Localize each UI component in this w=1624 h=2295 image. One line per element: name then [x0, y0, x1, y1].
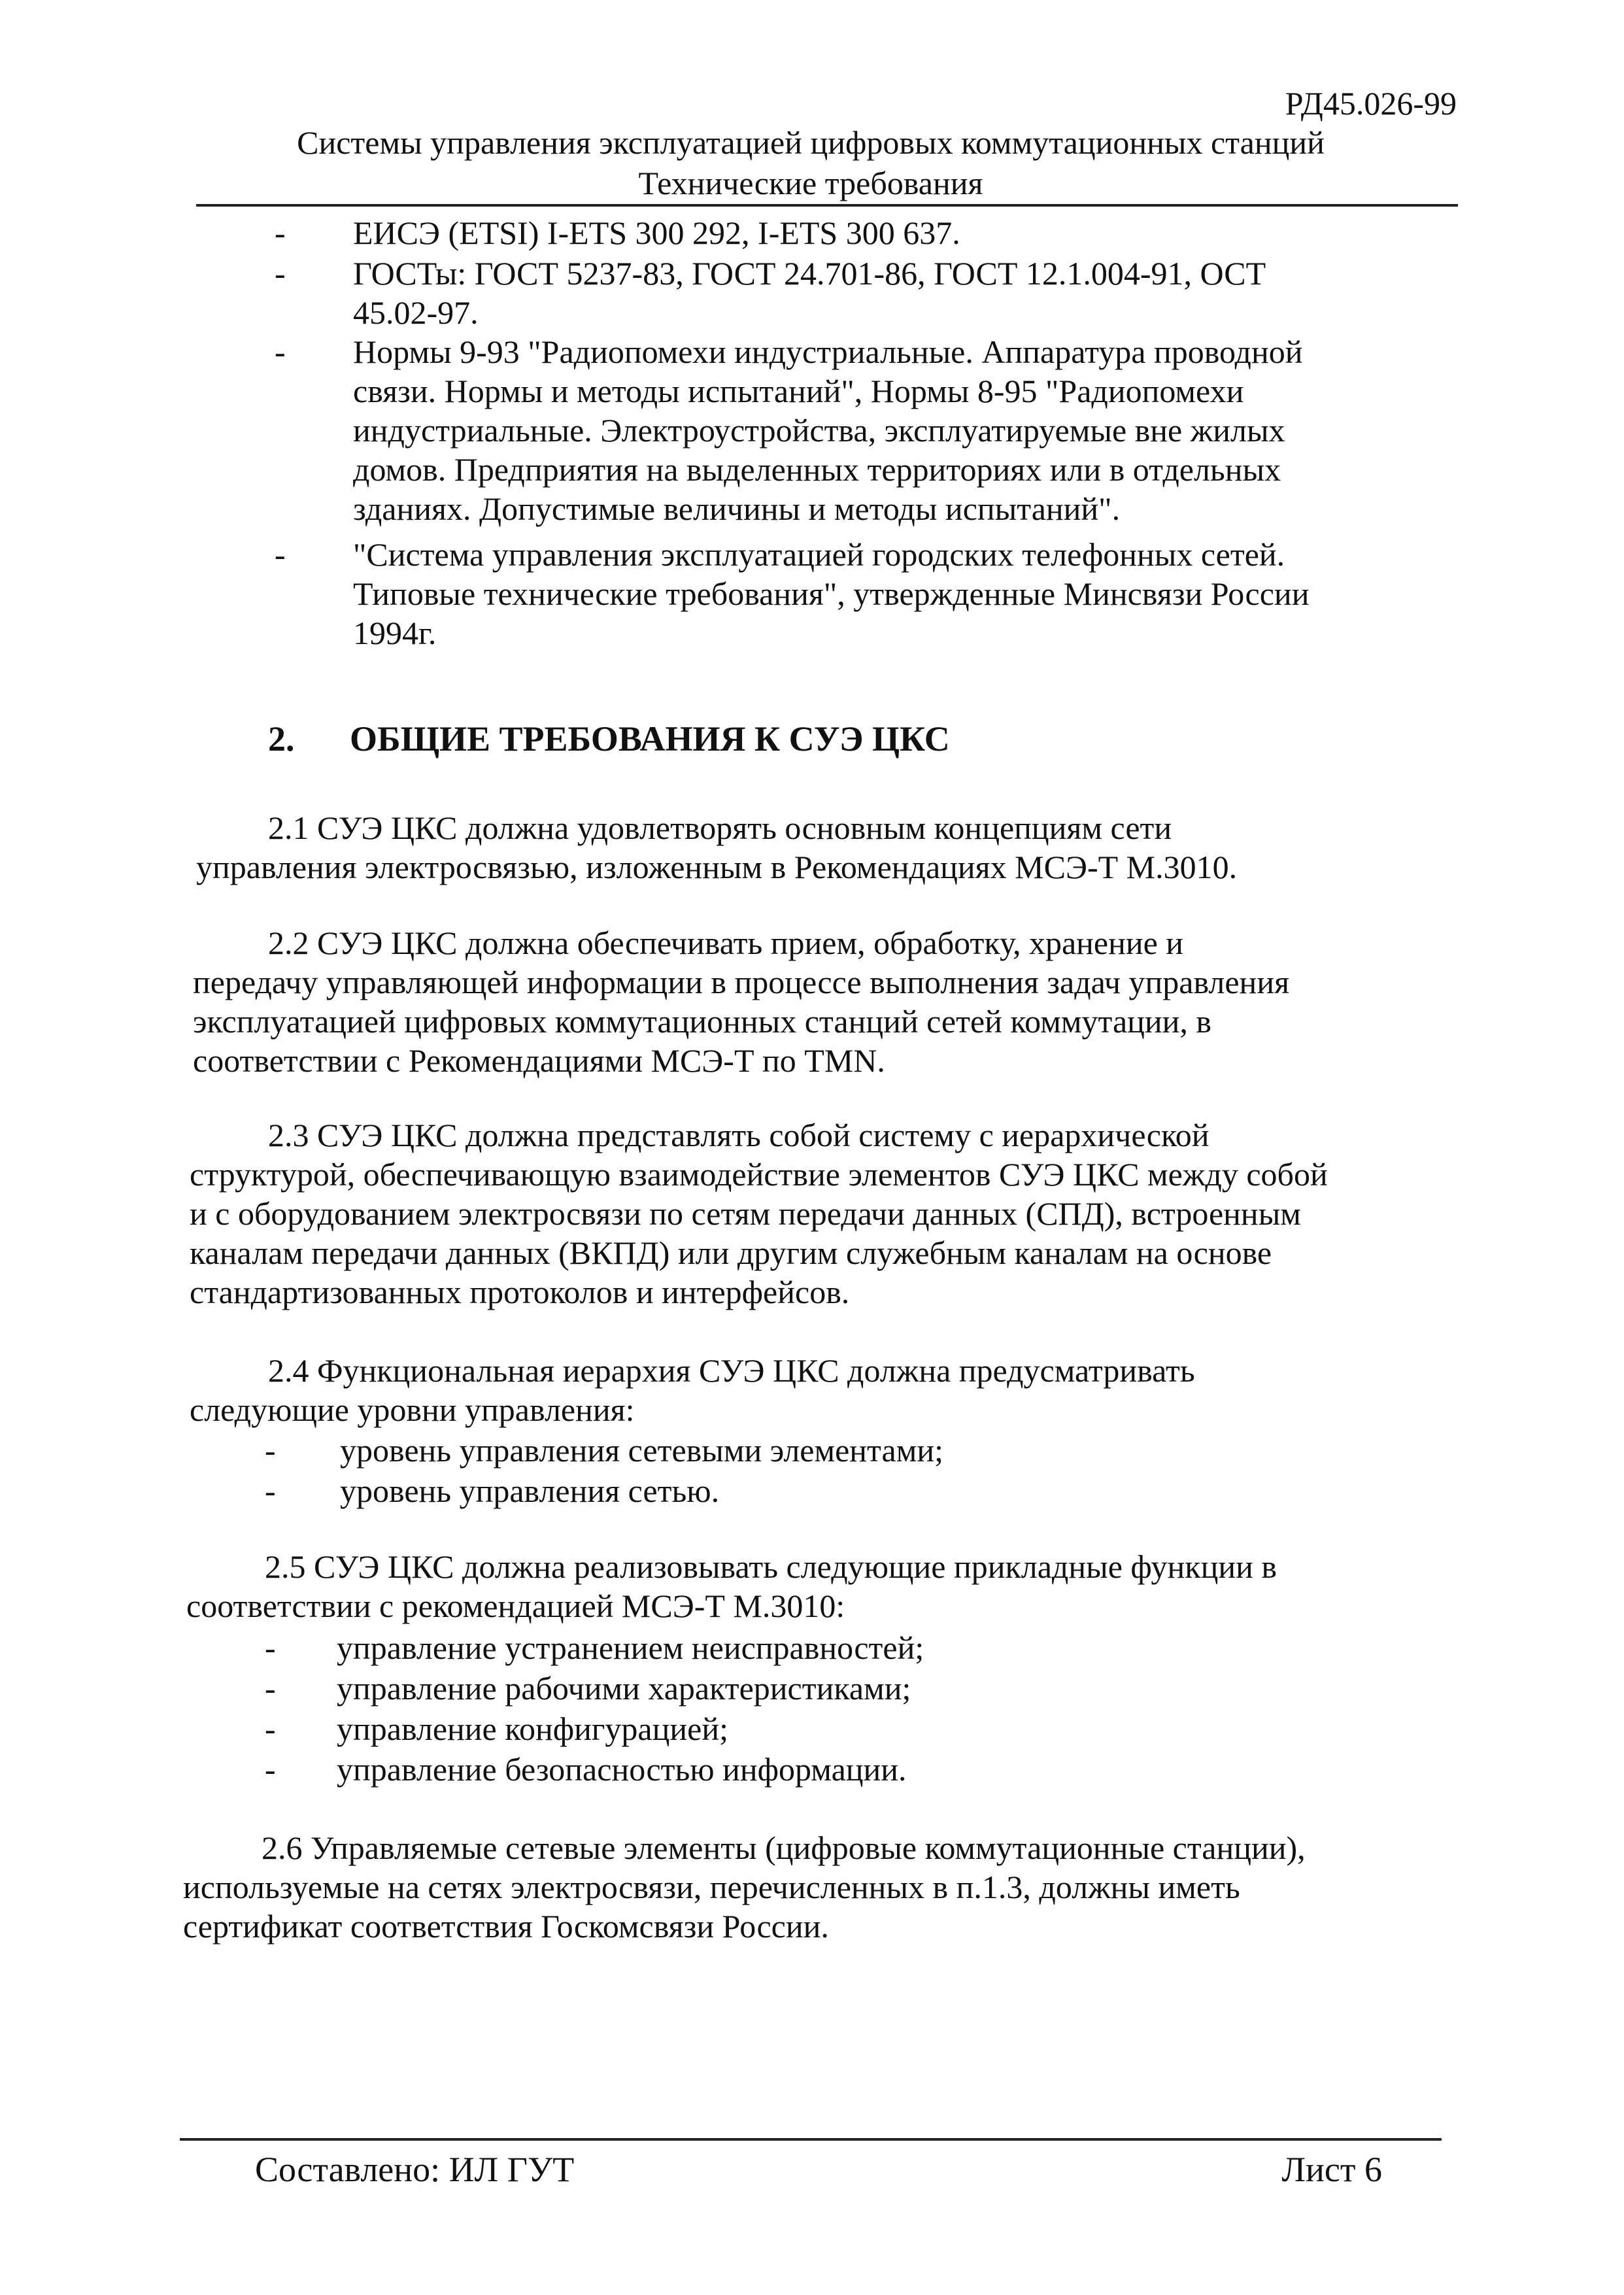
reference-line: Нормы 9-93 "Радиопомехи индустриальные. Аппаратура проводной [353, 333, 1303, 370]
paragraph-2-4 [190, 1351, 1373, 1429]
bullet-dash: - [265, 1751, 276, 1788]
paragraph-line: каналам передачи данных (ВКПД) или другим служебным каналам на основе [190, 1234, 1272, 1271]
paragraph-2-6 [183, 1828, 1366, 1946]
footer-sheet-number: Лист 6 [1281, 2150, 1382, 2189]
reference-line: 1994г. [353, 615, 437, 651]
list-item-text: управление устранением неисправностей; [337, 1629, 924, 1666]
paragraph-line: 2.3 СУЭ ЦКС должна представлять собой систему с иерархической [268, 1117, 1210, 1153]
list-item [340, 1471, 719, 1510]
paragraph-2-2 [193, 923, 1373, 1080]
paragraph-2-3 [190, 1115, 1373, 1312]
list-item [337, 1709, 728, 1748]
section-title: ОБЩИЕ ТРЕБОВАНИЯ К СУЭ ЦКС [350, 719, 950, 758]
paragraph-line: и с оборудованием электросвязи по сетям передачи данных (СПД), встроенным [190, 1195, 1301, 1232]
header-title: Системы управления эксплуатацией цифровых коммутационных станций [297, 124, 1325, 161]
paragraph-line: 2.1 СУЭ ЦКС должна удовлетворять основным концепциям сети [268, 809, 1172, 846]
paragraph-line: используемые на сетях электросвязи, перечисленных в п.1.3, должны иметь [183, 1869, 1240, 1905]
bullet-dash: - [265, 1629, 276, 1666]
bullet-dash: - [275, 255, 286, 292]
header-subtitle: Технические требования [638, 165, 983, 201]
reference-line: домов. Предприятия на выделенных территориях или в отдельных [353, 451, 1281, 488]
reference-line: "Система управления эксплуатацией городских телефонных сетей. [353, 536, 1285, 573]
reference-item [353, 213, 1373, 252]
paragraph-line: сертификат соответствия Госкомсвязи России. [183, 1908, 829, 1945]
list-item [340, 1431, 943, 1470]
paragraph-line: 2.4 Функциональная иерархия СУЭ ЦКС должна предусматривать [268, 1352, 1195, 1389]
paragraph-2-1 [196, 808, 1373, 887]
list-item-text: уровень управления сетевыми элементами; [340, 1432, 943, 1469]
paragraph-line: 2.5 СУЭ ЦКС должна реализовывать следующие прикладные функции в [265, 1548, 1277, 1585]
footer-author: Составлено: ИЛ ГУТ [255, 2150, 575, 2189]
paragraph-line: структурой, обеспечивающую взаимодействие элементов СУЭ ЦКС между собой [190, 1156, 1328, 1193]
list-item [337, 1669, 911, 1708]
paragraph-line: стандартизованных протоколов и интерфейсов. [190, 1274, 850, 1310]
paragraph-line: 2.6 Управляемые сетевые элементы (цифровые коммутационные станции), [262, 1829, 1306, 1866]
footer-divider [180, 2138, 1442, 2141]
paragraph-line: соответствии с рекомендацией МСЭ-Т М.3010: [186, 1588, 845, 1624]
section-number: 2. [268, 719, 295, 758]
reference-item [353, 254, 1373, 332]
list-item-text: управление безопасностью информации. [337, 1751, 907, 1788]
paragraph-line: передачу управляющей информации в процессе выполнения задач управления [193, 964, 1290, 1000]
paragraph-line: 2.2 СУЭ ЦКС должна обеспечивать прием, обработку, хранение и [268, 925, 1184, 961]
reference-line: ГОСТы: ГОСТ 5237-83, ГОСТ 24.701-86, ГОСТ 12.1.004-91, ОСТ [353, 255, 1266, 292]
bullet-dash: - [265, 1432, 276, 1469]
reference-line: индустриальные. Электроустройства, эксплуатируемые вне жилых [353, 412, 1285, 449]
reference-line: зданиях. Допустимые величины и методы испытаний". [353, 490, 1121, 527]
header-divider [196, 204, 1458, 207]
reference-item [353, 332, 1373, 528]
paragraph-2-5 [186, 1547, 1373, 1625]
reference-line: ЕИСЭ (ETSI) I-ETS 300 292, I-ETS 300 637. [353, 214, 960, 251]
paragraph-line: соответствии с Рекомендациями МСЭ-Т по TMN. [193, 1042, 885, 1079]
reference-item [353, 535, 1373, 653]
document-code: РД45.026-99 [1285, 85, 1457, 122]
paragraph-line: эксплуатацией цифровых коммутационных станций сетей коммутации, в [193, 1003, 1212, 1040]
list-item-text: управление конфигурацией; [337, 1710, 728, 1747]
reference-line: связи. Нормы и методы испытаний", Нормы 8-95 "Радиопомехи [353, 373, 1244, 409]
bullet-dash: - [275, 536, 286, 573]
list-item [337, 1750, 907, 1789]
paragraph-line: управления электросвязью, изложенным в Рекомендациях МСЭ-Т М.3010. [196, 849, 1238, 885]
bullet-dash: - [265, 1710, 276, 1747]
reference-line: Типовые технические требования", утвержденные Минсвязи России [353, 575, 1310, 612]
list-item [337, 1628, 924, 1667]
bullet-dash: - [275, 214, 286, 251]
bullet-dash: - [265, 1670, 276, 1707]
list-item-text: управление рабочими характеристиками; [337, 1670, 911, 1707]
bullet-dash: - [265, 1472, 276, 1509]
bullet-dash: - [275, 333, 286, 370]
reference-line: 45.02-97. [353, 294, 479, 331]
paragraph-line: следующие уровни управления: [190, 1391, 635, 1428]
list-item-text: уровень управления сетью. [340, 1472, 720, 1509]
